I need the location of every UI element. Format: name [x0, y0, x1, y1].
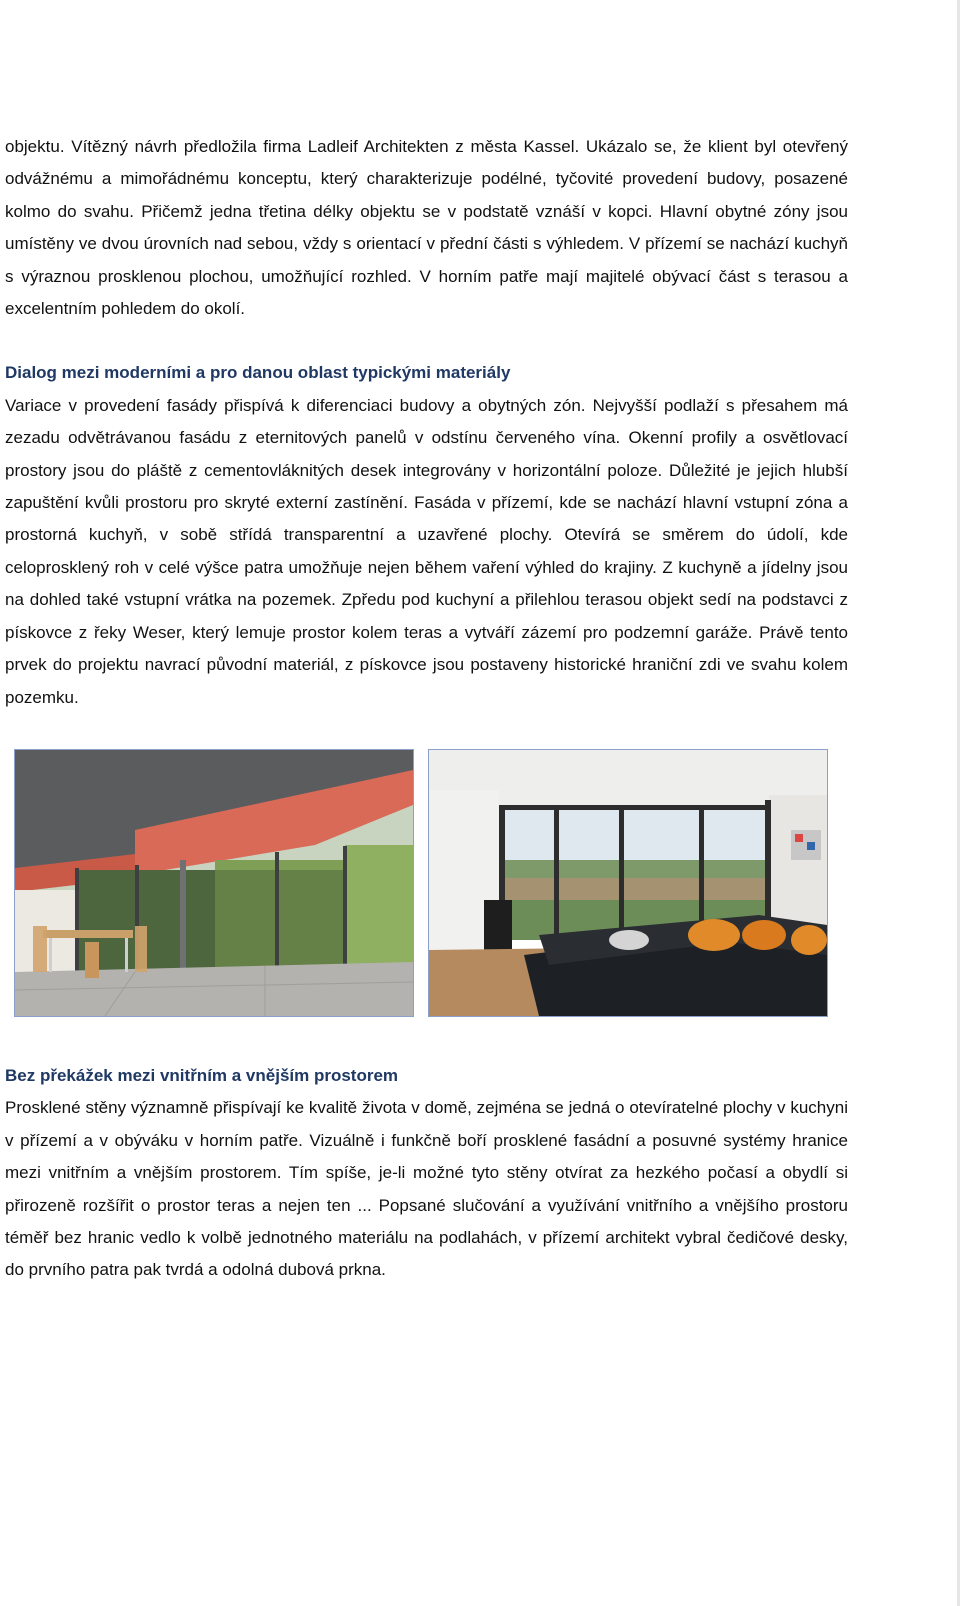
intro-paragraph: objektu. Vítězný návrh předložila firma Ladleif Architekten z města Kassel. Ukázalo se, že klient byl otevřený odvážnému a mimořádnému konceptu, který charakterizuje podélné, tyčovité provedení budovy, posazené kolmo do svahu. Přičemž jedna třetina délky objektu se v podstatě vznáší v kopci. Hlavní obytné zóny jsou umístěny ve dvou úrovních nad sebou, vždy s orientací v přední části s výhledem. V přízemí se nachází kuchyň s výraznou prosklenou plochou, umožňující rozhled. V horním patře mají majitelé obývací část s terasou a excelentním pohledem do okolí. — [5, 137, 848, 319]
section-paragraph-indoor-outdoor: Prosklené stěny významně přispívají ke kvalitě života v domě, zejména se jedná o otevíratelné plochy v kuchyni v přízemí a v obýváku v horním patře. Vizuálně i funkčně boří prosklené fasádní a posuvné systémy hranice mezi vnitřním a vnějším prostorem. Tím spíše, je-li možné tyto stěny otvírat za hezkého počasí a obydlí si přirozeně rozšířit o prostor teras a nejen ten ... Popsané slučování a využívání vnitřního a vnějšího prostoru téměř bez hranic vedlo k volbě jednotného materiálu na podlahách, v přízemí architekt vybral čedičové desky, do prvního patra pak tvrdá a odolná dubová prkna. — [5, 1098, 848, 1280]
section-heading-materials: Dialog mezi moderními a pro danou oblast typickými materiály — [5, 363, 511, 383]
living-room-photo-image — [428, 749, 828, 1017]
photo-row — [5, 749, 848, 1017]
section-heading-indoor-outdoor: Bez překážek mezi vnitřním a vnějším prostorem — [5, 1065, 399, 1085]
document-content — [5, 131, 848, 1287]
section-paragraph-materials: Variace v provedení fasády přispívá k diferenciaci budovy a obytných zón. Nejvyšší podlaží s přesahem má zezadu odvětrávanou fasádu z eternitových panelů v odstínu červeného vína. Okenní profily a osvětlovací prostory jsou do pláště z cementovláknitých desek integrovány v horizontální poloze. Důležité je jejich hlubší zapuštění kvůli prostoru pro skryté externí zastínění. Fasáda v přízemí, kde se nachází hlavní vstupní zóna a prostorná kuchyň, v sobě střídá transparentní a uzavřené plochy. Otevírá se směrem do údolí, kde celoprosklený roh v celé výšce patra umožňuje nejen během vaření výhled do krajiny. Z kuchyně a jídelny jsou na dohled také vstupní vrátka na pozemek. Zpředu pod kuchyní a přilehlou terasou objekt sedí na podstavci z pískovce z řeky Weser, který lemuje prostor kolem teras a vytváří zázemí pro podzemní garáže. Právě tento prvek do projektu navrací původní materiál, z pískovce jsou postaveny historické hraniční zdi ve svahu kolem pozemku. — [5, 395, 848, 707]
terrace-photo-image — [14, 749, 414, 1017]
